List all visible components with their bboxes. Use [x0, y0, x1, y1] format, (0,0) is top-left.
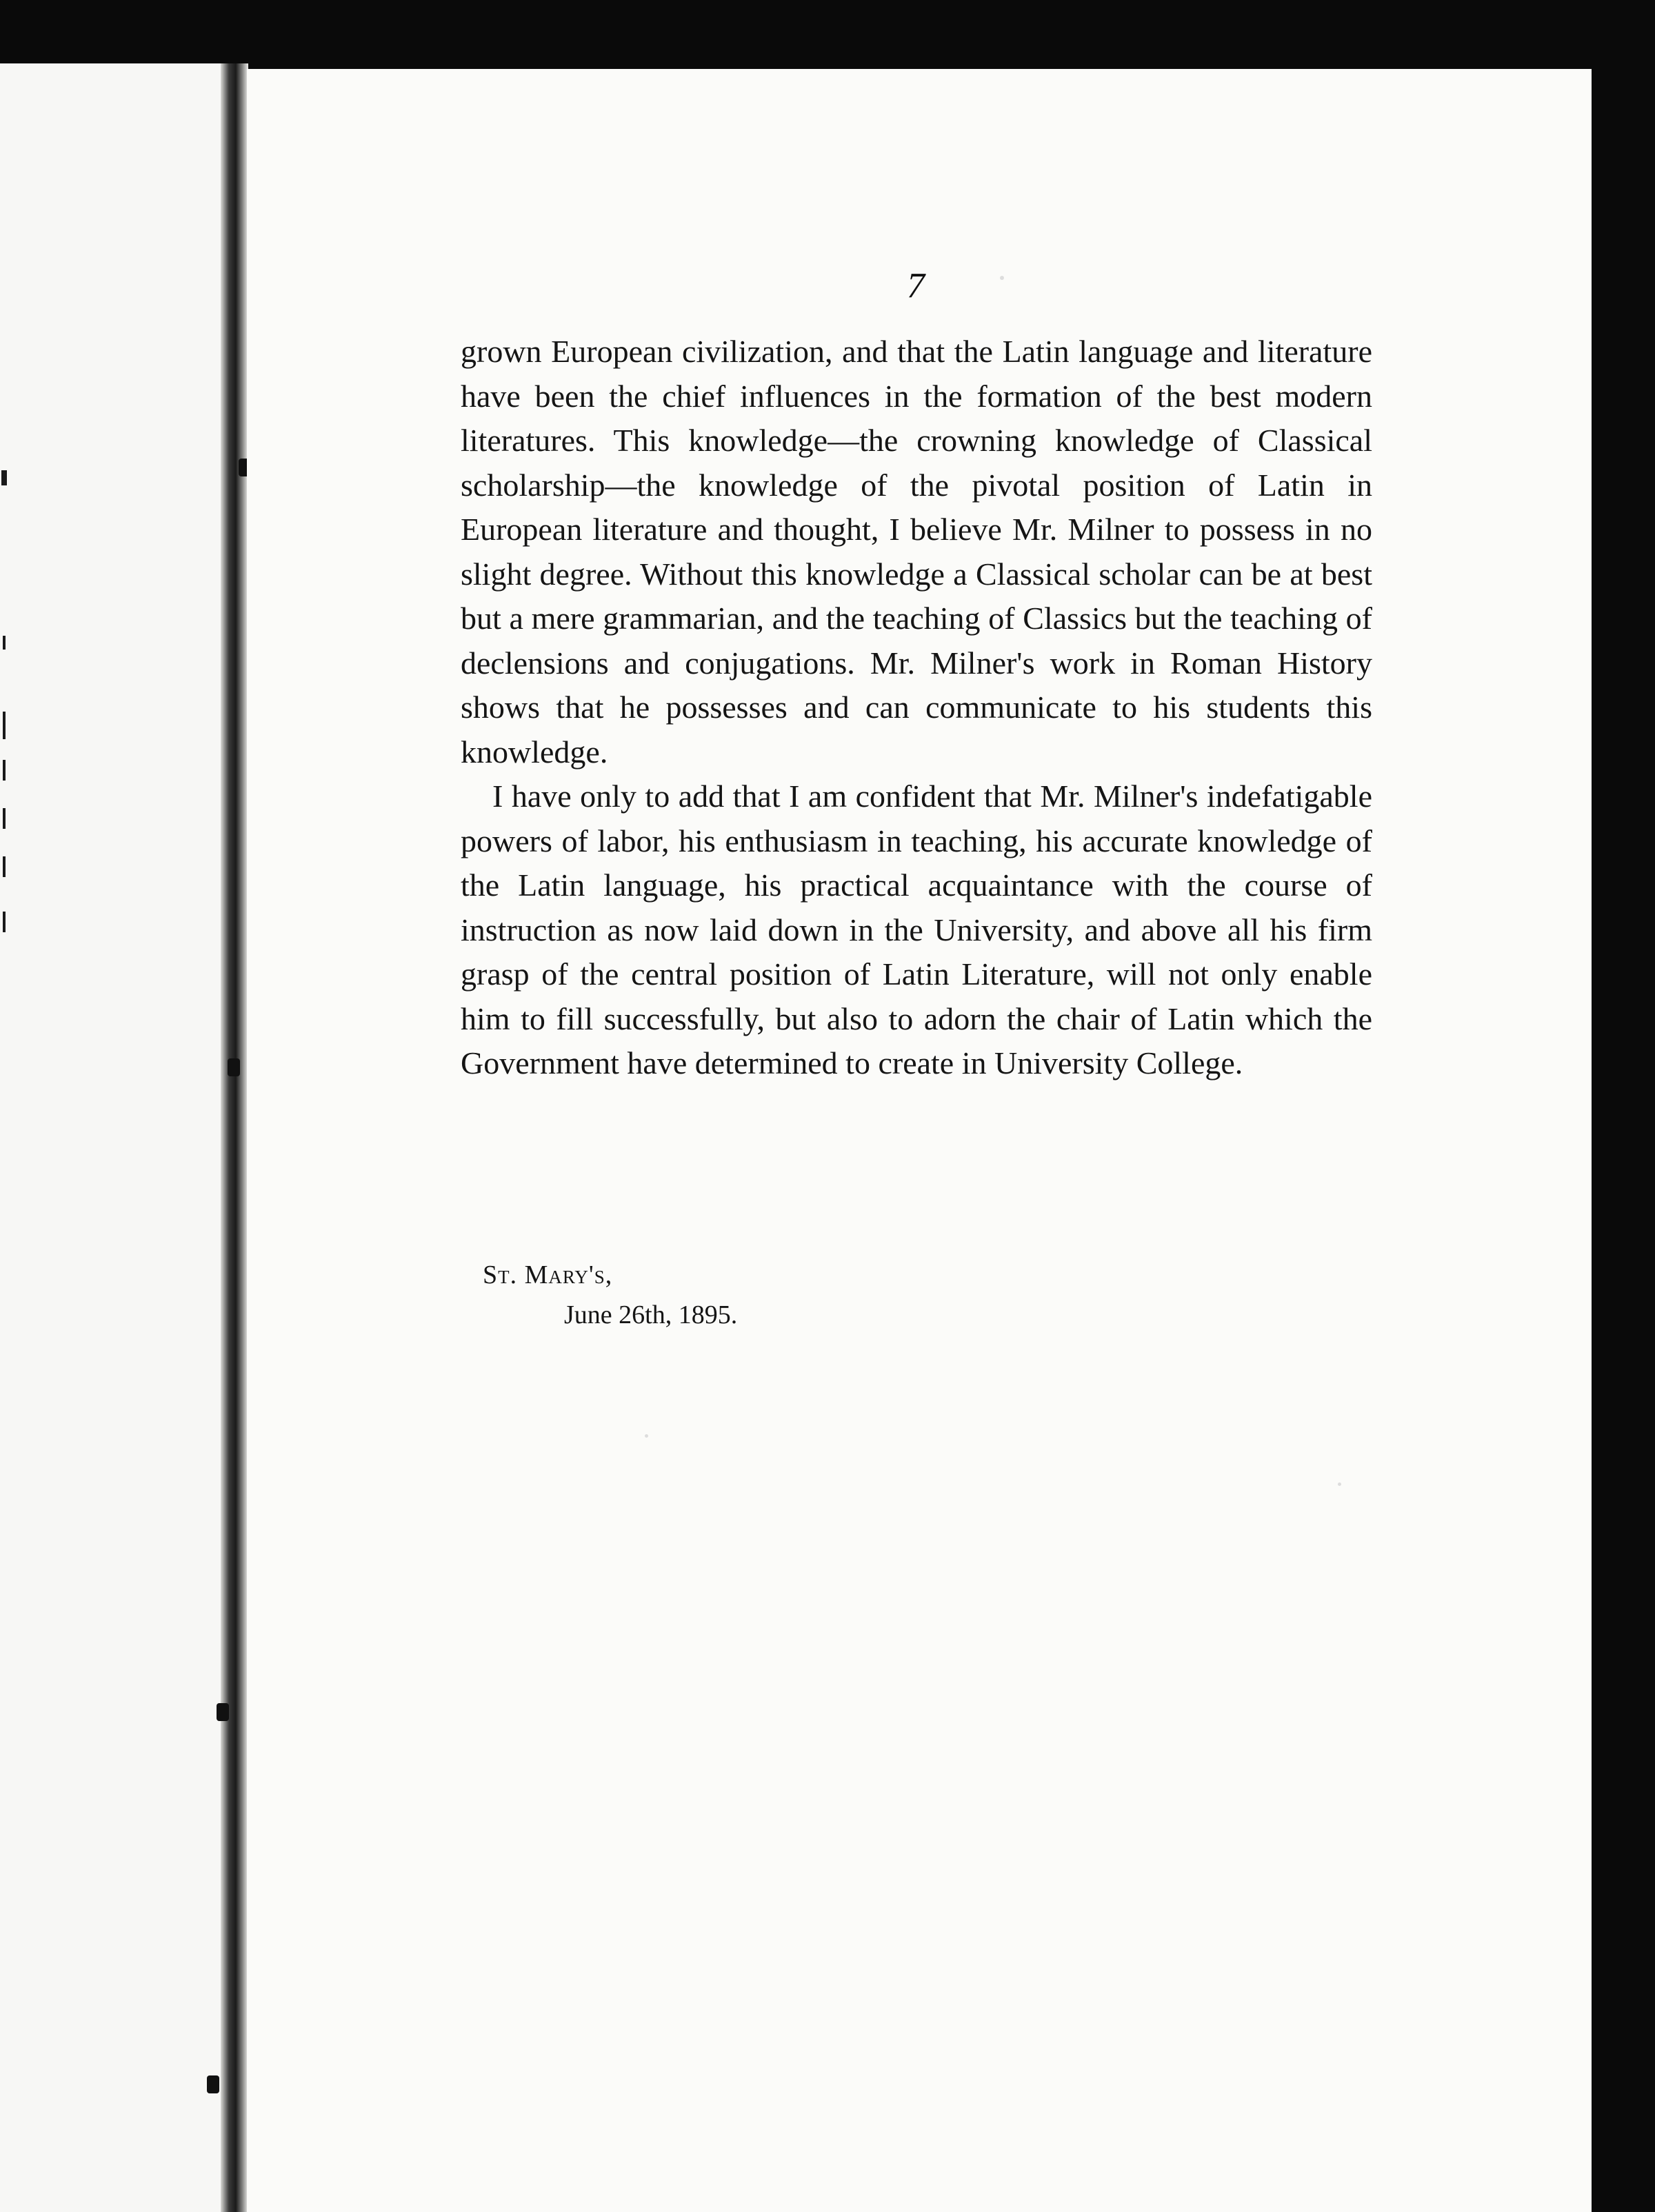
facing-page-mark [3, 760, 6, 781]
binding-stitch [207, 2075, 219, 2093]
facing-page-mark [3, 636, 6, 650]
facing-page-edge [0, 63, 228, 2212]
scan-border-right [1592, 69, 1655, 2212]
paragraph-1: grown European civilization, and that the Latin language and literature have been the chief influences in the formation of the best modern literatures. This knowledge—the crowning knowledge of Classical scholarship—the knowledge of the pivotal position of Latin in European literature and thought, I believe Mr. Milner to possess in no slight degree. Without this knowledge a Classical scholar can be at best but a mere grammarian, and the teaching of Classics but the teaching of declensions and conjugations. Mr. Milner's work in Roman History shows that he possesses and can communicate to his students this knowledge. [461, 334, 1372, 770]
facing-page-mark [3, 856, 6, 877]
paper-speck [1000, 276, 1004, 280]
facing-page-mark [1, 470, 7, 485]
signoff-place: St. Mary's, [483, 1260, 613, 1289]
facing-page-mark [3, 712, 6, 739]
binding-stitch [228, 1058, 240, 1076]
paper-speck [645, 1434, 648, 1438]
signoff-block [483, 1255, 737, 1335]
paragraph-2: I have only to add that I am confident that Mr. Milner's indefatigable powers of labor, his enthusiasm in teaching, his accurate knowledge of the Latin language, his practical acquaintance with the course of instruction as now laid down in the University, and above all his firm grasp of the central position of Latin Literature, will not only enable him to fill successfully, but also to adorn the chair of Latin which the Government have determined to create in University College. [461, 778, 1372, 1080]
letter-body [461, 330, 1372, 1086]
facing-page-mark [3, 808, 6, 829]
page-number: 7 [907, 266, 925, 305]
paper-speck [1338, 1482, 1341, 1486]
signoff-date: June 26th, 1895. [564, 1300, 738, 1329]
binding-stitch [217, 1703, 229, 1721]
facing-page-mark [3, 912, 6, 932]
book-gutter [221, 63, 248, 2212]
